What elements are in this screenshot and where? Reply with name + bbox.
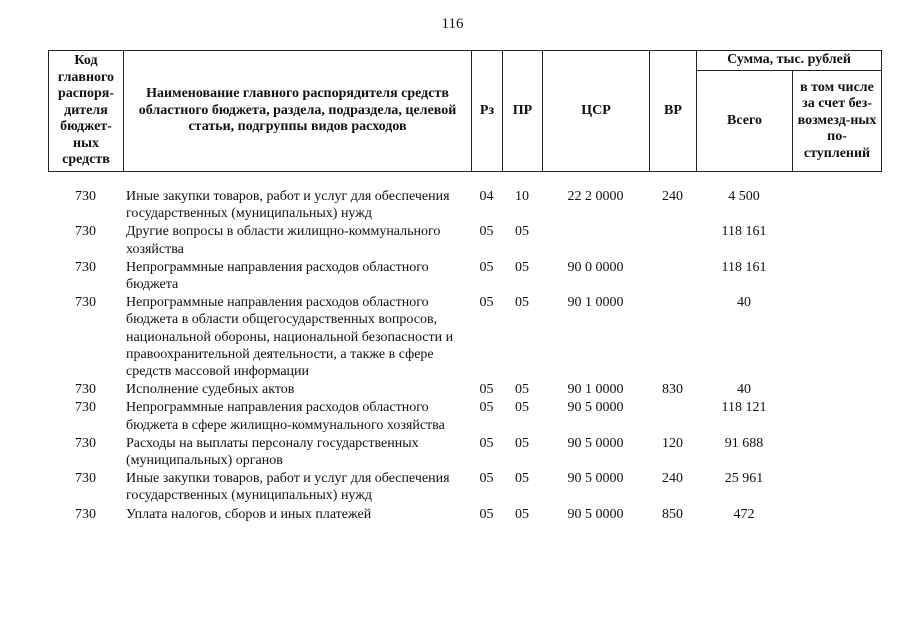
cell-vr xyxy=(649,259,696,294)
cell-free xyxy=(792,470,881,505)
cell-csr: 90 1 0000 xyxy=(567,295,624,311)
cell-total: 40 xyxy=(737,295,751,311)
cell-rz: 05 xyxy=(479,471,494,487)
cell-name: Другие вопросы в области жилищно-коммунального хозяйства xyxy=(126,224,441,257)
cell-name: Иные закупки товаров, работ и услуг для обеспечения государственных (муниципальных) нужд xyxy=(126,471,450,504)
page-number: 116 xyxy=(441,16,464,32)
header-code: Код главного распоря-дителя бюджет-ных средств xyxy=(49,51,124,172)
table-row xyxy=(48,381,881,399)
cell-pr: 05 xyxy=(515,400,529,416)
table-row xyxy=(48,294,881,381)
cell-code: 730 xyxy=(75,189,96,204)
cell-rz: 05 xyxy=(479,506,494,522)
cell-pr: 05 xyxy=(515,471,529,487)
cell-csr: 90 1 0000 xyxy=(567,382,624,398)
cell-pr: 05 xyxy=(515,259,529,275)
cell-total: 40 xyxy=(737,382,751,398)
cell-rz: 05 xyxy=(479,295,494,311)
table-row xyxy=(48,506,881,524)
cell-name: Расходы на выплаты персоналу государственных (муниципальных) органов xyxy=(126,435,419,469)
cell-rz: 05 xyxy=(479,435,494,451)
header-csr: ЦСР xyxy=(543,51,650,172)
cell-total: 25 961 xyxy=(724,471,764,487)
cell-pr: 05 xyxy=(515,506,529,522)
cell-pr: 05 xyxy=(515,224,529,240)
header-pr: ПР xyxy=(503,51,543,172)
cell-vr xyxy=(649,294,696,381)
table-row xyxy=(48,188,881,223)
cell-pr: 10 xyxy=(515,189,529,204)
cell-name: Иные закупки товаров, работ и услуг для обеспечения государственных (муниципальных) нужд xyxy=(126,189,450,222)
cell-name: Непрограммные направления расходов областного бюджета в области общегосударственных вопросов, национальной обороны, национальной безопасности и правоохранительной деятельности, а также в сфере средств массовой информации xyxy=(126,295,454,380)
cell-free xyxy=(792,381,881,399)
table-row xyxy=(48,223,881,258)
cell-rz: 05 xyxy=(479,259,494,275)
cell-vr: 120 xyxy=(662,435,683,451)
cell-csr: 90 5 0000 xyxy=(567,471,624,487)
cell-name: Непрограммные направления расходов областного бюджета xyxy=(126,259,429,293)
table-row xyxy=(48,399,881,434)
cell-total: 118 161 xyxy=(721,224,767,240)
cell-code: 730 xyxy=(75,400,96,416)
cell-code: 730 xyxy=(75,506,96,522)
table-row xyxy=(48,259,881,294)
cell-pr: 05 xyxy=(515,295,529,311)
header-name: Наименование главного распорядителя средств областного бюджета, раздела, подраздела, целевой статьи, подгруппы видов расходов xyxy=(124,51,472,172)
cell-rz: 05 xyxy=(479,382,494,398)
table-row xyxy=(48,470,881,505)
cell-vr: 240 xyxy=(662,189,683,204)
cell-code: 730 xyxy=(75,259,96,275)
cell-vr: 830 xyxy=(662,382,683,398)
cell-vr xyxy=(649,223,696,258)
cell-total: 118 121 xyxy=(721,400,767,416)
cell-code: 730 xyxy=(75,382,96,398)
cell-code: 730 xyxy=(75,435,96,451)
cell-code: 730 xyxy=(75,471,96,487)
header-rz: Рз xyxy=(472,51,503,172)
cell-total: 4 500 xyxy=(728,189,760,204)
header-sum: Сумма, тыс. рублей xyxy=(697,51,882,71)
cell-total: 91 688 xyxy=(724,435,764,451)
cell-vr: 240 xyxy=(662,471,683,487)
cell-name: Непрограммные направления расходов областного бюджета в сфере жилищно-коммунального хозяйства xyxy=(126,400,445,433)
cell-free xyxy=(792,435,881,470)
cell-free xyxy=(792,506,881,524)
cell-csr: 90 5 0000 xyxy=(567,400,624,416)
cell-vr xyxy=(649,399,696,434)
cell-vr: 850 xyxy=(662,506,683,522)
cell-csr: 90 0 0000 xyxy=(567,259,624,275)
cell-csr: 90 5 0000 xyxy=(567,506,624,522)
header-vr: ВР xyxy=(650,51,697,172)
cell-rz: 05 xyxy=(479,224,494,240)
cell-name: Уплата налогов, сборов и иных платежей xyxy=(126,506,372,522)
cell-pr: 05 xyxy=(515,382,529,398)
cell-total: 118 161 xyxy=(721,259,767,275)
cell-csr: 90 5 0000 xyxy=(567,435,624,451)
cell-code: 730 xyxy=(75,224,96,240)
cell-pr: 05 xyxy=(515,435,529,451)
cell-name: Исполнение судебных актов xyxy=(126,382,295,398)
header-total: Всего xyxy=(697,71,793,172)
cell-free xyxy=(792,188,881,223)
cell-total: 472 xyxy=(733,506,755,522)
cell-code: 730 xyxy=(75,295,96,311)
cell-free xyxy=(792,399,881,434)
cell-rz: 05 xyxy=(479,400,494,416)
cell-csr: 22 2 0000 xyxy=(567,189,624,204)
cell-free xyxy=(792,294,881,381)
table-body xyxy=(48,188,881,524)
table-header xyxy=(48,50,882,172)
cell-csr xyxy=(542,223,649,258)
cell-rz: 04 xyxy=(479,189,494,204)
cell-free xyxy=(792,259,881,294)
table-row xyxy=(48,435,881,470)
header-free: в том числе за счет без-возмезд-ных по-ступлений xyxy=(793,71,882,172)
cell-free xyxy=(792,223,881,258)
